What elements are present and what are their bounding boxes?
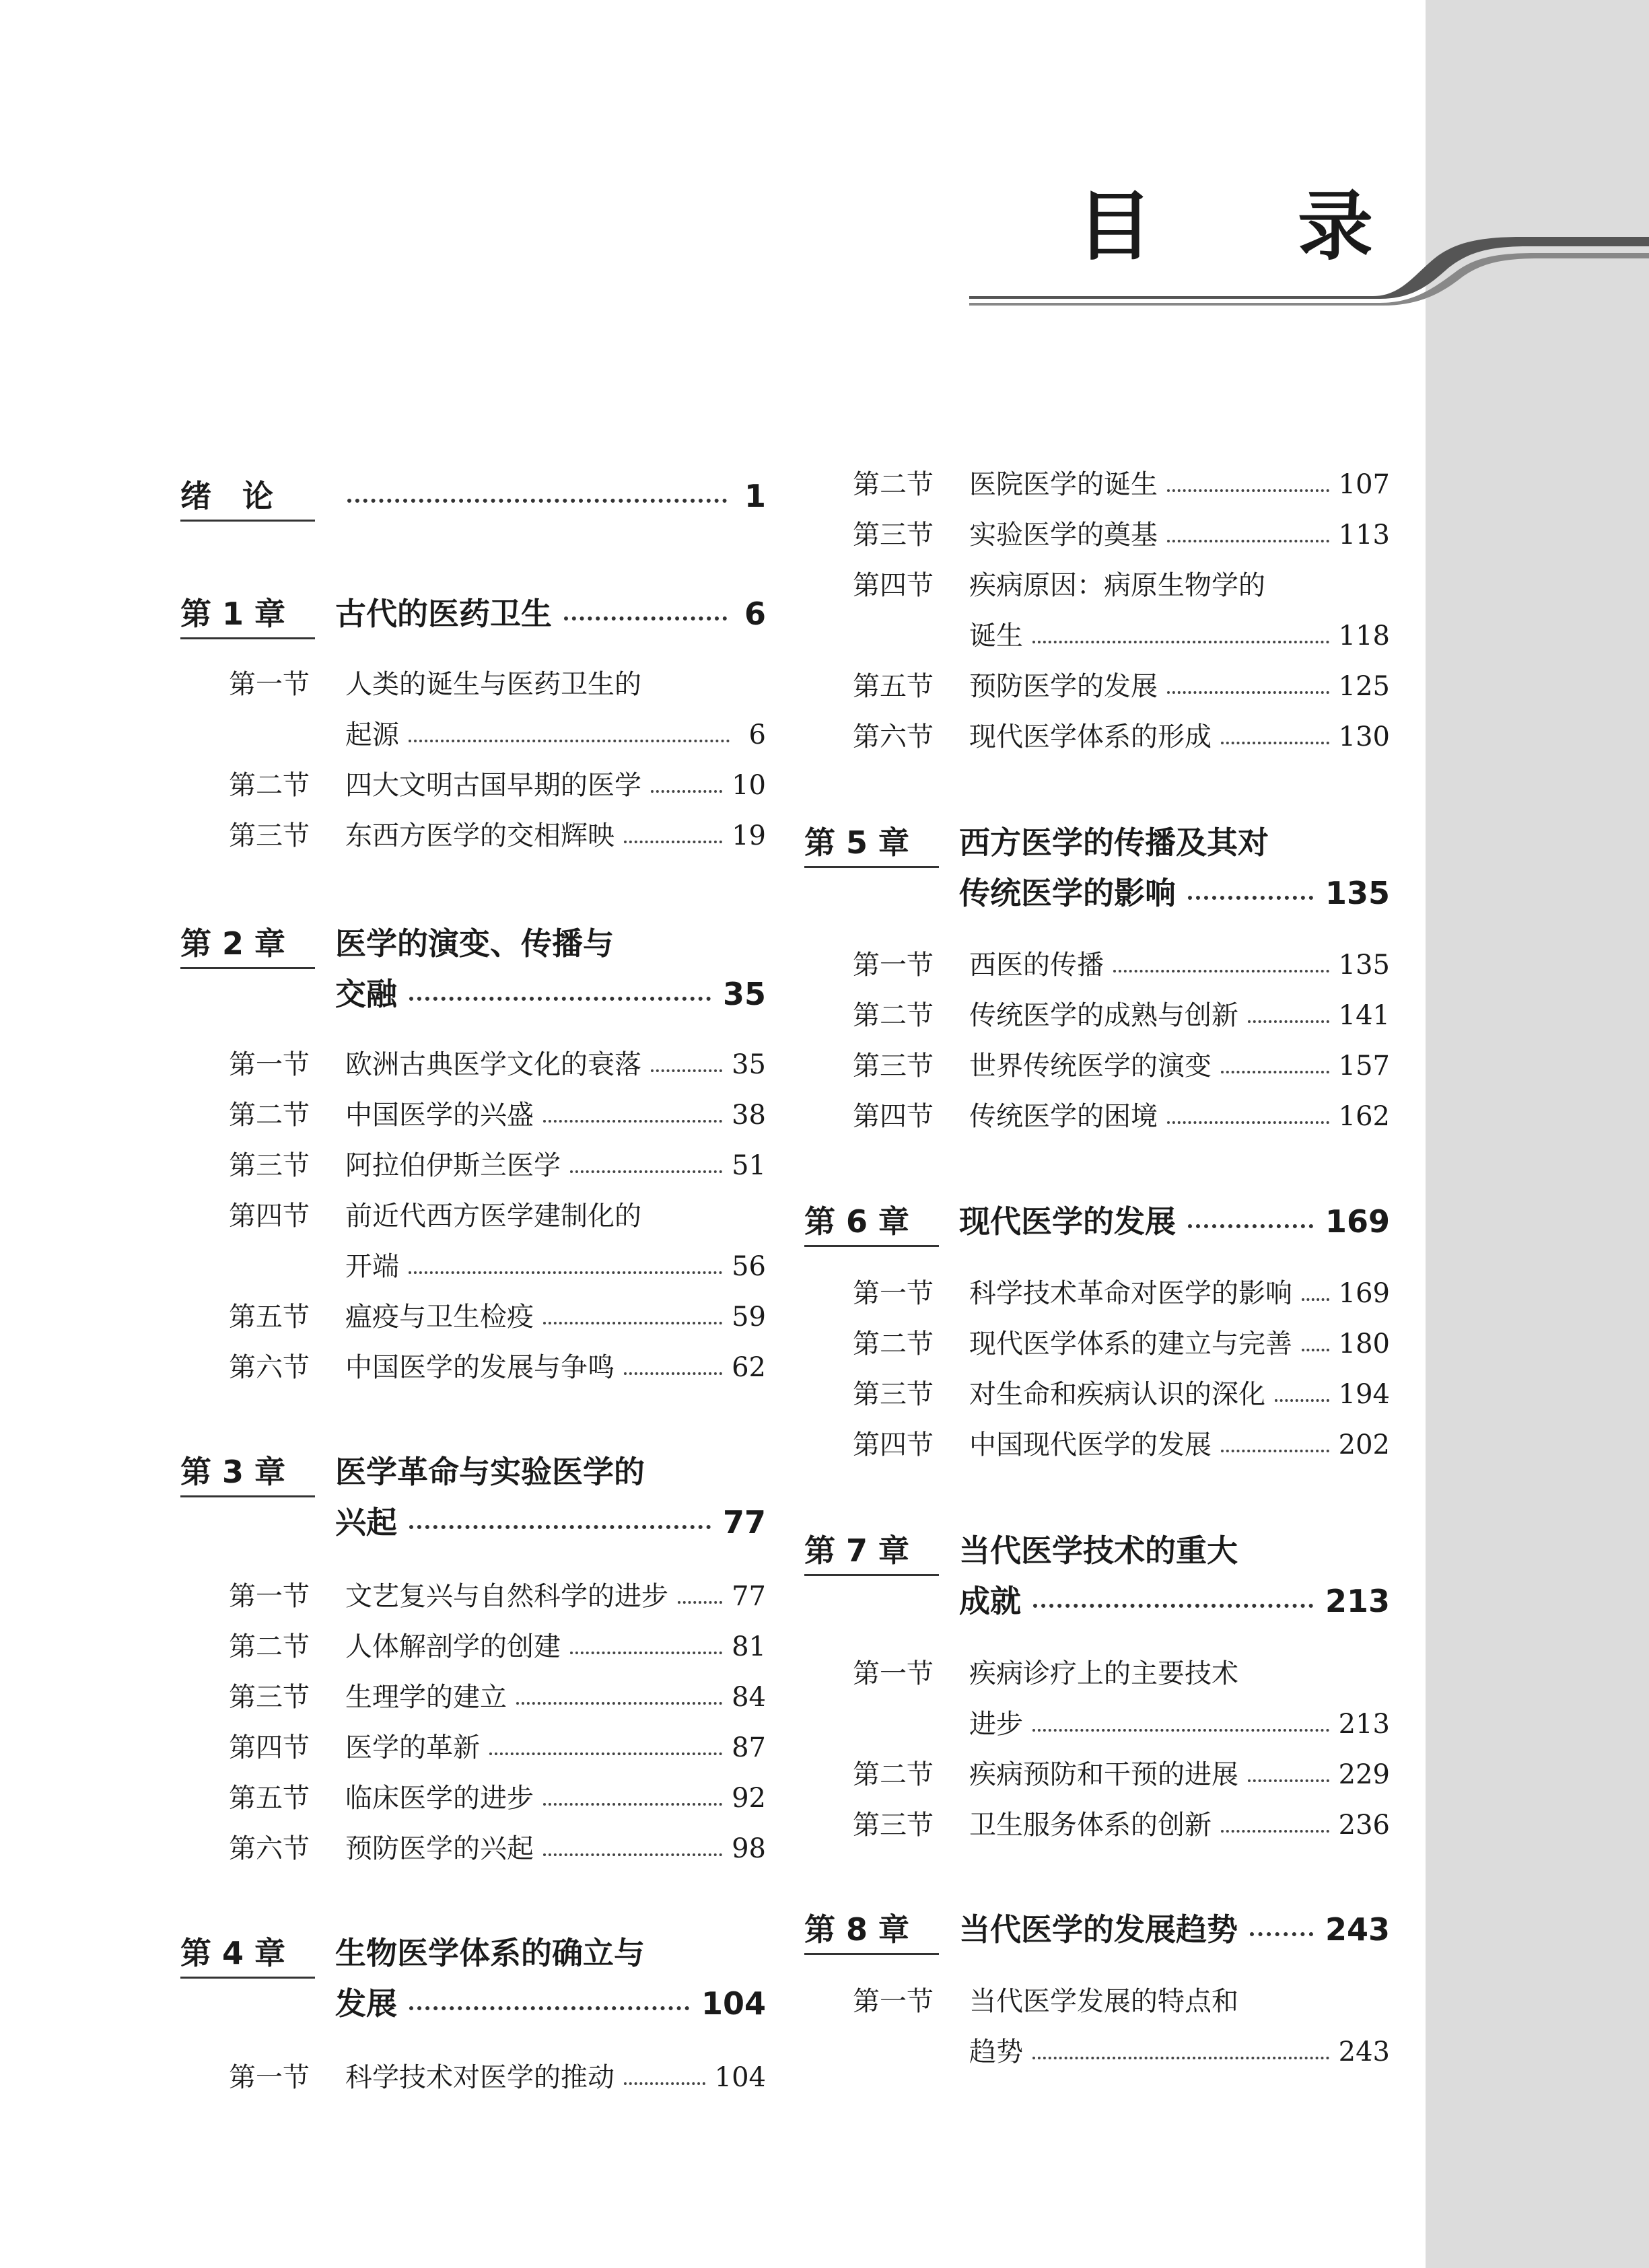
page-number: 135 [1325,875,1390,911]
chapter-number: 第 7 章 [804,1526,939,1576]
entry-title: 生理学的建立 [345,1682,507,1713]
toc-entry-line [345,811,766,861]
toc-entry-line [335,1497,766,1548]
entry-title: 四大文明古国早期的医学 [345,770,641,801]
side-band [1426,0,1649,2268]
section-number: 第三节 [853,1379,934,1410]
entry-title: 疾病预防和干预的进展 [969,1759,1238,1790]
section-number: 第二节 [853,1328,934,1359]
chapter-number: 第 5 章 [804,818,939,868]
section-number: 第六节 [853,721,934,752]
dot-leader [1167,540,1329,542]
toc-entry-line [959,1576,1390,1627]
toc-entry-line [335,1447,766,1497]
entry-title: 西医的传播 [969,950,1104,981]
section-number: 第一节 [229,1581,310,1612]
entry-title: 临床医学的进步 [345,1783,534,1814]
toc-entry-line [345,1292,766,1343]
entry-title: 传统医学的影响 [959,875,1176,911]
toc-entry-line [345,1242,766,1292]
page-number: 157 [1338,1051,1390,1082]
entry-title: 人体解剖学的创建 [345,1631,561,1662]
page-number: 59 [732,1302,766,1333]
entry-title: 实验医学的奠基 [969,520,1158,551]
entry-title: 生物医学体系的确立与 [335,1935,645,1971]
page-number: 169 [1338,1278,1390,1309]
section-number: 第三节 [229,1682,310,1713]
section-number: 第四节 [229,1732,310,1763]
page-number: 141 [1338,1000,1390,1031]
dot-leader [1221,742,1329,744]
toc-entry-line [335,589,766,639]
entry-title: 趋势 [969,2036,1023,2067]
dot-leader [1033,1604,1313,1608]
page-number: 243 [1325,1911,1390,1948]
toc-title-char-2: 录 [1298,183,1373,271]
page-number: 6 [748,719,766,750]
dot-leader [624,2082,705,2085]
page-number: 104 [714,2062,766,2093]
dot-leader [489,1752,722,1755]
toc-entry-line [335,471,766,522]
section-number: 第三节 [853,1810,934,1841]
section-number: 第六节 [229,1833,310,1864]
page-number: 84 [732,1682,766,1713]
entry-title: 医院医学的诞生 [969,469,1158,500]
dot-leader [1032,1729,1329,1732]
entry-title: 中国医学的兴盛 [345,1100,534,1131]
toc-entry-line [335,1979,766,2029]
toc-entry-line [335,969,766,1020]
dot-leader [543,1853,722,1856]
entry-title: 传统医学的困境 [969,1101,1158,1132]
toc-entry-line [345,710,766,760]
section-number: 第五节 [229,1783,310,1814]
dot-leader [409,1525,711,1529]
section-number: 第三节 [229,1150,310,1181]
toc-entry-line [345,760,766,811]
page-number: 169 [1325,1203,1390,1240]
toc-entry-line [969,1977,1390,2027]
dot-leader [409,997,711,1001]
entry-title: 现代医学的发展 [959,1203,1176,1240]
section-number: 第二节 [229,1100,310,1131]
page-number: 236 [1338,1810,1390,1841]
dot-leader [516,1702,722,1705]
section-number: 第二节 [229,770,310,801]
dot-leader [1188,1224,1313,1228]
page-number: 92 [732,1783,766,1814]
toc-entry-line [969,1370,1390,1420]
toc-entry-line [959,1905,1390,1955]
entry-title: 欧洲古典医学文化的衰落 [345,1049,641,1080]
page-number: 125 [1338,671,1390,702]
entry-title: 医学革命与实验医学的 [335,1454,645,1490]
entry-title: 对生命和疾病认识的深化 [969,1379,1265,1410]
dot-leader [1302,1349,1329,1351]
chapter-number: 第 8 章 [804,1905,939,1955]
dot-leader [564,616,727,621]
dot-leader [1275,1399,1329,1402]
page-number: 35 [722,976,766,1012]
entry-title: 当代医学发展的特点和 [969,1986,1238,2017]
toc-entry-line [959,818,1390,868]
entry-title: 卫生服务体系的创新 [969,1810,1212,1841]
page-number: 98 [732,1833,766,1864]
dot-leader [347,499,727,503]
page-number: 162 [1338,1101,1390,1132]
dot-leader [409,1271,722,1274]
toc-entry-line [969,1319,1390,1370]
toc-entry-line [335,1928,766,1979]
dot-leader [1032,2057,1329,2059]
page-number: 38 [732,1100,766,1131]
entry-title: 疾病诊疗上的主要技术 [969,1658,1238,1689]
dot-leader [570,1652,722,1654]
section-number: 第二节 [853,469,934,500]
dot-leader [1302,1298,1329,1301]
section-number: 第二节 [853,1000,934,1031]
entry-title: 科学技术对医学的推动 [345,2062,615,2093]
dot-leader [1221,1450,1329,1452]
dot-leader [543,1322,722,1324]
dot-leader [1032,641,1329,643]
page-number: 10 [732,770,766,801]
dot-leader [651,1069,722,1072]
section-number: 第一节 [853,1278,934,1309]
entry-title: 世界传统医学的演变 [969,1051,1212,1082]
entry-title: 阿拉伯伊斯兰医学 [345,1150,561,1181]
section-number: 第一节 [229,1049,310,1080]
entry-title: 瘟疫与卫生检疫 [345,1302,534,1333]
entry-title: 当代医学技术的重大 [959,1532,1238,1569]
page-number: 130 [1338,721,1390,752]
entry-title: 前近代西方医学建制化的 [345,1201,641,1232]
entry-title: 当代医学的发展趋势 [959,1911,1238,1948]
entry-title: 中国医学的发展与争鸣 [345,1352,615,1383]
toc-entry-line [969,940,1390,991]
entry-title: 传统医学的成熟与创新 [969,1000,1238,1031]
page-number: 56 [732,1251,766,1282]
page-number: 213 [1325,1583,1390,1619]
section-number: 第一节 [229,2062,310,2093]
page-number: 62 [732,1352,766,1383]
toc-entry-line [969,611,1390,662]
section-number: 第四节 [853,570,934,601]
dot-leader [1113,970,1329,972]
dot-leader [543,1803,722,1806]
dot-leader [1167,489,1329,492]
page-number: 77 [732,1581,766,1612]
section-number: 第二节 [853,1759,934,1790]
entry-title: 发展 [335,1985,397,2022]
entry-title: 交融 [335,976,397,1012]
entry-title: 开端 [345,1251,399,1282]
page-number: 107 [1338,469,1390,500]
page-number: 6 [744,596,766,632]
toc-entry-line [345,2053,766,2103]
section-number: 第三节 [853,1051,934,1082]
toc-entry-line [959,1526,1390,1576]
chapter-number: 第 1 章 [180,589,315,639]
section-number: 第一节 [853,950,934,981]
page-number: 19 [732,820,766,851]
page-number: 87 [732,1732,766,1763]
chapter-number: 绪 论 [180,471,315,522]
page-number: 51 [732,1150,766,1181]
toc-entry-line [969,1041,1390,1092]
dot-leader [1248,1779,1329,1782]
toc-entry-line [969,460,1390,510]
toc-entry-line [345,1622,766,1672]
toc-entry-line [345,1773,766,1824]
toc-entry-line [345,1191,766,1242]
dot-leader [1221,1830,1329,1833]
page-number: 118 [1338,621,1390,651]
toc-entry-line [969,1269,1390,1319]
toc-entry-line [969,2027,1390,2078]
toc-entry-line [969,1420,1390,1470]
dot-leader [543,1120,722,1123]
section-number: 第三节 [229,820,310,851]
section-number: 第六节 [229,1352,310,1383]
toc-entry-line [959,1197,1390,1247]
section-number: 第五节 [229,1302,310,1333]
toc-entry-line [345,1343,766,1393]
toc-entry-line [345,1040,766,1090]
toc-entry-line [959,868,1390,919]
page-number: 194 [1338,1379,1390,1410]
page-number: 213 [1338,1709,1390,1740]
entry-title: 文艺复兴与自然科学的进步 [345,1581,668,1612]
toc-entry-line [969,1649,1390,1699]
entry-title: 诞生 [969,621,1023,651]
section-number: 第四节 [853,1101,934,1132]
toc-entry-line [345,1571,766,1622]
toc-entry-line [345,1672,766,1723]
dot-leader [1250,1932,1313,1936]
chapter-number: 第 3 章 [180,1447,315,1497]
entry-title: 人类的诞生与医药卫生的 [345,669,641,700]
page-number: 229 [1338,1759,1390,1790]
entry-title: 现代医学体系的形成 [969,721,1212,752]
entry-title: 科学技术革命对医学的影响 [969,1278,1292,1309]
page-number: 243 [1338,2036,1390,2067]
page-number: 1 [744,478,766,514]
dot-leader [678,1601,722,1604]
page-number: 35 [732,1049,766,1080]
section-number: 第四节 [853,1429,934,1460]
toc-entry-line [969,1800,1390,1851]
toc-entry-line [345,1723,766,1773]
entry-title: 现代医学体系的建立与完善 [969,1328,1292,1359]
chapter-number: 第 2 章 [180,919,315,969]
toc-entry-line [969,662,1390,712]
entry-title: 成就 [959,1583,1021,1619]
dot-leader [1248,1020,1329,1023]
toc-entry-line [345,1090,766,1141]
toc-entry-line [969,991,1390,1041]
section-number: 第三节 [853,520,934,551]
page-number: 77 [722,1504,766,1540]
section-number: 第一节 [853,1658,934,1689]
entry-title: 医学的演变、传播与 [335,925,614,962]
toc-entry-line [345,1824,766,1874]
dot-leader [624,1372,722,1375]
entry-title: 疾病原因：病原生物学的 [969,570,1265,601]
entry-title: 古代的医药卫生 [335,596,552,632]
section-number: 第一节 [229,669,310,700]
toc-entry-line [969,1092,1390,1142]
toc-title-char-1: 目 [1077,183,1152,271]
section-number: 第二节 [229,1631,310,1662]
entry-title: 预防医学的兴起 [345,1833,534,1864]
dot-leader [1221,1071,1329,1073]
dot-leader [1188,896,1313,900]
page-number: 202 [1338,1429,1390,1460]
page-number: 81 [732,1631,766,1662]
toc-entry-line [345,1141,766,1191]
section-number: 第四节 [229,1201,310,1232]
chapter-number: 第 4 章 [180,1928,315,1979]
entry-title: 进步 [969,1709,1023,1740]
dot-leader [651,790,722,793]
dot-leader [1167,691,1329,694]
dot-leader [409,740,730,742]
entry-title: 预防医学的发展 [969,671,1158,702]
title-swoosh-decoration [969,229,1649,310]
dot-leader [1167,1121,1329,1124]
entry-title: 东西方医学的交相辉映 [345,820,615,851]
entry-title: 西方医学的传播及其对 [959,824,1269,861]
entry-title: 兴起 [335,1504,397,1540]
dot-leader [570,1170,722,1173]
entry-title: 起源 [345,719,399,750]
toc-entry-line [969,561,1390,611]
dot-leader [624,841,722,843]
toc-entry-line [969,712,1390,763]
entry-title: 医学的革新 [345,1732,480,1763]
toc-entry-line [969,1699,1390,1750]
page-number: 113 [1338,520,1390,551]
page-number: 180 [1338,1328,1390,1359]
toc-entry-line [345,660,766,710]
entry-title: 中国现代医学的发展 [969,1429,1212,1460]
page-number: 135 [1338,950,1390,981]
chapter-number: 第 6 章 [804,1197,939,1247]
section-number: 第一节 [853,1986,934,2017]
page-number: 104 [701,1985,766,2022]
toc-entry-line [969,510,1390,561]
section-number: 第五节 [853,671,934,702]
toc-entry-line [335,919,766,969]
toc-entry-line [969,1750,1390,1800]
dot-leader [409,2006,689,2010]
